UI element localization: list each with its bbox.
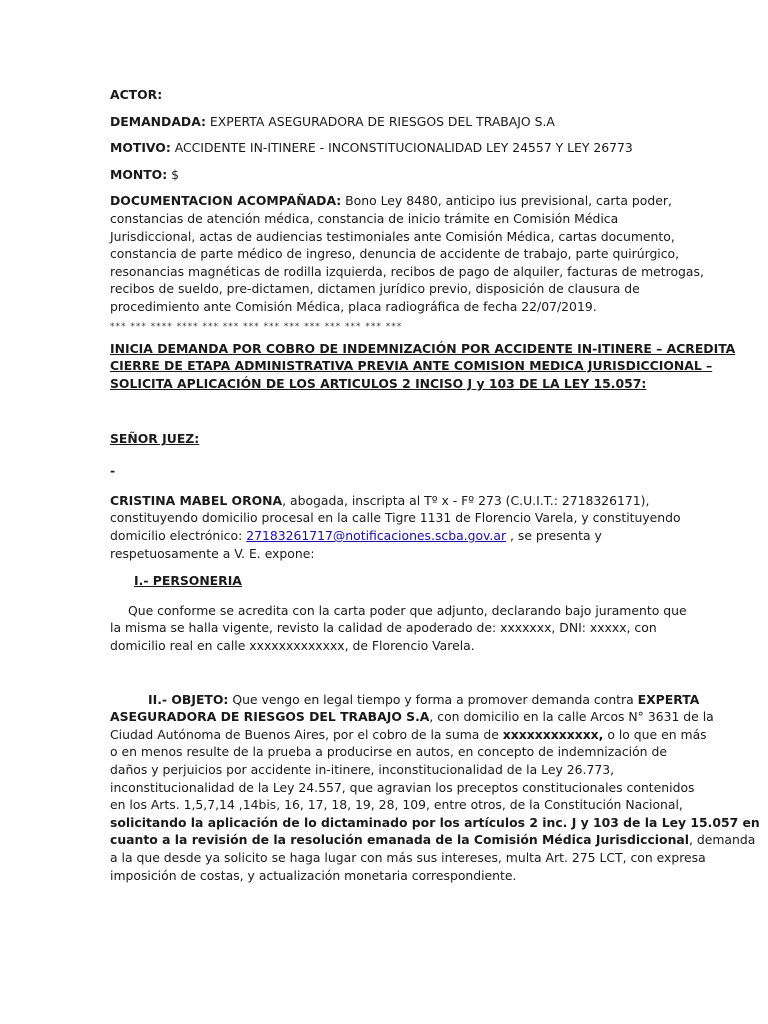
section-heading-objeto: II.- OBJETO: xyxy=(148,691,229,707)
title-line: SOLICITA APLICACIÓN DE LOS ARTICULOS 2 INCISO J y 103 DE LA LEY 15.057: xyxy=(110,375,647,391)
email-link[interactable]: 27183261717@notificaciones.scba.gov.ar xyxy=(246,528,507,544)
objeto-line: a la que desde ya solicito se haga lugar con más sus intereses, multa Art. 275 LCT, con expresa xyxy=(110,849,706,865)
documentacion-line: resonancias magnéticas de rodilla izquierda, recibos de pago de alquiler, facturas de metrogas, xyxy=(110,263,704,279)
demandada-label: DEMANDADA: xyxy=(110,113,206,129)
presentation-line: domicilio electrónico: xyxy=(110,528,247,544)
presentation-line: respetuosamente a V. E. expone: xyxy=(110,545,315,561)
monto-value: $ xyxy=(167,166,180,182)
documentacion-line: constancias de atención médica, constancia de inicio trámite en Comisión Médica xyxy=(110,210,619,226)
presentation-line: constituyendo domicilio procesal en la calle Tigre 1131 de Florencio Varela, y constituyendo xyxy=(110,510,681,526)
documentacion-line: recibos de sueldo, pre-dictamen, dictamen jurídico previo, disposición de clausura de xyxy=(110,281,640,297)
motivo-value: ACCIDENTE IN-ITINERE - INCONSTITUCIONALIDAD LEY 24557 Y LEY 26773 xyxy=(170,140,633,156)
objeto-bold: xxxxxxxxxxxx, xyxy=(502,726,604,742)
objeto-bold: ASEGURADORA DE RIESGOS DEL TRABAJO S.A xyxy=(110,709,430,725)
actor-label: ACTOR: xyxy=(110,87,163,102)
personeria-line: la misma se halla vigente, revisto la calidad de apoderado de: xxxxxxx, DNI: xxxxx, con xyxy=(110,620,657,636)
personeria-line: Que conforme se acredita con la carta poder que adjunto, declarando bajo juramento que xyxy=(128,602,687,618)
demandada-field xyxy=(110,113,664,131)
objeto-text: Que vengo en legal tiempo y forma a promover demanda contra xyxy=(228,691,638,707)
objeto-line: en los Arts. 1,5,7,14 ,14bis, 16, 17, 18, 19, 28, 109, entre otros, de la Constitución Nacional, xyxy=(110,797,683,813)
objeto-line: daños y perjuicios por accidente in-itinere, inconstitucionalidad de la Ley 26.773, xyxy=(110,762,615,778)
lawyer-name: CRISTINA MABEL ORONA xyxy=(110,492,283,508)
documentacion-line: Jurisdiccional, actas de audiencias testimoniales ante Comisión Médica, cartas documento, xyxy=(110,228,675,244)
objeto-line: inconstitucionalidad de la Ley 24.557, que agravian los preceptos constitucionales contenidos xyxy=(110,779,695,795)
objeto-text: , demanda xyxy=(689,832,756,848)
title-line: CIERRE DE ETAPA ADMINISTRATIVA PREVIA ANTE COMISION MEDICA JURISDICCIONAL – xyxy=(110,358,713,374)
document-title xyxy=(110,340,736,393)
objeto-line: imposición de costas, y actualización monetaria correspondiente. xyxy=(110,867,517,883)
monto-field xyxy=(110,166,664,184)
objeto-line: o en menos resulte de la prueba a producirse en autos, en concepto de indemnización de xyxy=(110,744,667,760)
documentacion-line: procedimiento ante Comisión Médica, placa radiográfica de fecha 22/07/2019. xyxy=(110,298,597,314)
dash-mark: - xyxy=(110,462,116,478)
presentation-line: , se presenta y xyxy=(506,528,602,544)
objeto-bold: EXPERTA xyxy=(637,691,700,707)
documentacion-line: constancia de parte médico de ingreso, denuncia de accidente de trabajo, parte quirúrgico, xyxy=(110,246,680,262)
motivo-field xyxy=(110,139,664,157)
objeto-line: solicitando la aplicación de lo dictaminado por los artículos 2 inc. J y 103 de la Ley 15.057 en xyxy=(110,814,760,830)
documentacion-label: DOCUMENTACION ACOMPAÑADA: xyxy=(110,193,342,209)
objeto-text: o lo que en más xyxy=(603,726,707,742)
objeto-bold: cuanto a la revisión de la resolución emanada de la Comisión Médica Jurisdiccional xyxy=(110,832,689,848)
personeria-line: domicilio real en calle xxxxxxxxxxxxx, de Florencio Varela. xyxy=(110,638,475,654)
objeto-text: , con domicilio en la calle Arcos N° 3631 de la xyxy=(429,709,714,725)
objeto-block xyxy=(110,691,760,885)
section-heading-personeria: I.- PERSONERIA xyxy=(134,573,242,589)
objeto-text: Ciudad Autónoma de Buenos Aires, por el cobro de la suma de xyxy=(110,726,503,742)
title-line: INICIA DEMANDA POR COBRO DE INDEMNIZACIÓN POR ACCIDENTE IN-ITINERE – ACREDITA xyxy=(110,340,736,356)
presentation-line: , abogada, inscripta al Tº x - Fº 273 (C.U.I.T.: 2718326171), xyxy=(282,492,650,508)
actor-field xyxy=(110,86,664,104)
documentacion-block xyxy=(110,192,704,315)
salutation: SEÑOR JUEZ: xyxy=(110,431,200,447)
personeria-block xyxy=(110,602,687,655)
separator-line: *** *** **** **** *** *** *** *** *** *** *** *** *** *** xyxy=(110,321,403,332)
monto-label: MONTO: xyxy=(110,166,168,182)
demandada-value: EXPERTA ASEGURADORA DE RIESGOS DEL TRABAJO S.A xyxy=(205,113,555,129)
documentacion-line: Bono Ley 8480, anticipo ius previsional, carta poder, xyxy=(341,193,672,209)
motivo-label: MOTIVO: xyxy=(110,140,171,156)
presentation-block xyxy=(110,492,681,562)
